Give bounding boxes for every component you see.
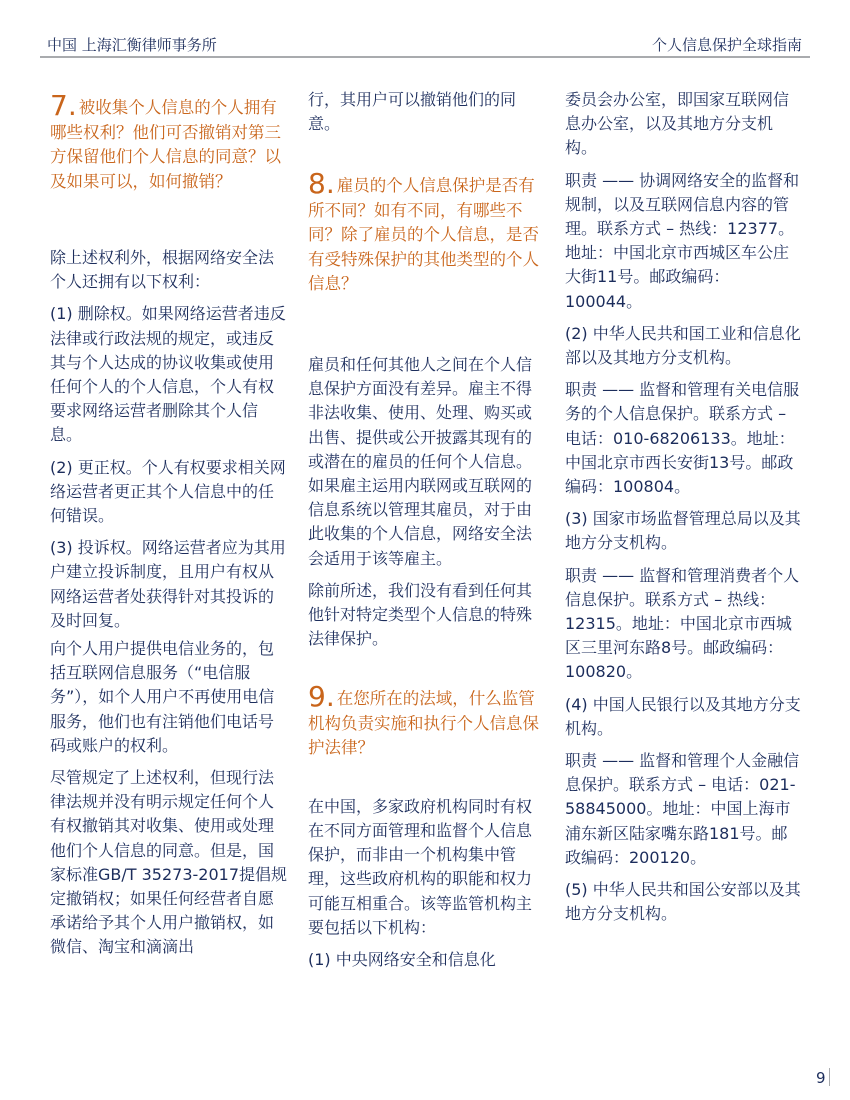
paragraph: 职责 —— 协调网络安全的监督和规制，以及互联网信息内容的管理。联系方式 – 热线：12377。地址：中国北京市西城区车公庄大街11号。邮政编码：100044。: [565, 170, 800, 311]
paragraph: 委员会办公室，即国家互联网信息办公室，以及其地方分支机构。: [565, 90, 790, 158]
header-firm-name: 中国 上海汇衡律师事务所: [47, 36, 217, 54]
question-7-number: 7.: [50, 89, 77, 122]
page-number-divider: [829, 1068, 830, 1086]
paragraph: 在中国，多家政府机构同时有权在不同方面管理和监督个人信息保护，而非由一个机构集中管理，这些政府机构的职能和权力可能互相重合。该等监管机构主要包括以下机构：: [308, 796, 533, 937]
question-9-heading: [308, 680, 546, 761]
column-middle: [308, 88, 546, 980]
column-right: [565, 88, 803, 935]
paragraph: (2) 中华人民共和国工业和信息化部以及其地方分支机构。: [565, 323, 801, 368]
paragraph: 向个人用户提供电信业务的，包括互联网信息服务（“电信服务”），如个人用户不再使用电信服务，他们也有注销他们电话号码或账户的权利。: [50, 639, 275, 755]
question-9-number: 9.: [308, 680, 335, 714]
question-9-text: 在您所在的法域，什么监管机构负责实施和执行个人信息保护法律？: [308, 689, 539, 758]
question-8-number: 8.: [308, 167, 335, 201]
page-number: 9: [816, 1069, 826, 1087]
paragraph: 雇员和任何其他人之间在个人信息保护方面没有差异。雇主不得非法收集、使用、处理、购买或出售、提供或公开披露其现有的或潜在的雇员的任何个人信息。如果雇主运用内联网或互联网的信息系统以管理其雇员，对于由此收集的个人信息，网络安全法会适用于该等雇主。: [308, 354, 533, 568]
paragraph: 除上述权利外，根据网络安全法个人还拥有以下权利：: [50, 248, 275, 292]
paragraph: (3) 国家市场监督管理总局以及其地方分支机构。: [565, 509, 801, 553]
paragraph: (3) 投诉权。网络运营者应为其用户建立投诉制度，且用户有权从网络运营者处获得针对其投诉的及时回复。: [50, 538, 286, 630]
paragraph: 除前所述，我们没有看到任何其他针对特定类型个人信息的特殊法律保护。: [308, 580, 533, 649]
header-divider: [40, 56, 810, 58]
paragraph: 尽管规定了上述权利，但现行法律法规并没有明示规定任何个人有权撤销其对收集、使用或处理他们个人信息的同意。但是，国家标准GB/T 35273-2017提倡规定撤销权；如果任何经营者自愿承诺给予其个人用户撤销权，如微信、淘宝和滴滴出: [50, 768, 288, 957]
paragraph: 职责 —— 监督和管理有关电信服务的个人信息保护。联系方式 – 电话：010-68206133。地址：中国北京市西长安街13号。邮政编码：100804。: [565, 380, 800, 497]
paragraph: 职责 —— 监督和管理消费者个人信息保护。联系方式 – 热线：12315。地址：中国北京市西城区三里河东路8号。邮政编码：100820。: [565, 565, 800, 682]
question-7-heading: [50, 89, 288, 194]
question-8-heading: [308, 167, 546, 297]
question-8-text: 雇员的个人信息保护是否有所不同？如有不同，有哪些不同？除了雇员的个人信息，是否有受特殊保护的其他类型的个人信息？: [308, 176, 539, 294]
column-left: [50, 89, 288, 968]
paragraph: (1) 中央网络安全和信息化: [308, 950, 496, 970]
question-7-text: 被收集个人信息的个人拥有哪些权利？他们可否撤销对第三方保留他们个人信息的同意？以及如果可以，如何撤销？: [50, 98, 281, 191]
paragraph: (5) 中华人民共和国公安部以及其地方分支机构。: [565, 880, 801, 924]
paragraph: (2) 更正权。个人有权要求相关网络运营者更正其个人信息中的任何错误。: [50, 457, 286, 526]
header-guide-title: 个人信息保护全球指南: [651, 36, 802, 54]
paragraph: 行，其用户可以撤销他们的同意。: [308, 90, 517, 134]
paragraph: 职责 —— 监督和管理个人金融信息保护。联系方式 – 电话：021-58845000。地址：中国上海市浦东新区陆家嘴东路181号。邮政编码：200120。: [565, 751, 800, 867]
paragraph: (4) 中国人民银行以及其地方分支机构。: [565, 694, 801, 738]
paragraph: (1) 删除权。如果网络运营者违反法律或行政法规的规定，或违反其与个人达成的协议收集或使用任何个人的个人信息，个人有权要求网络运营者删除其个人信息。: [50, 304, 286, 445]
